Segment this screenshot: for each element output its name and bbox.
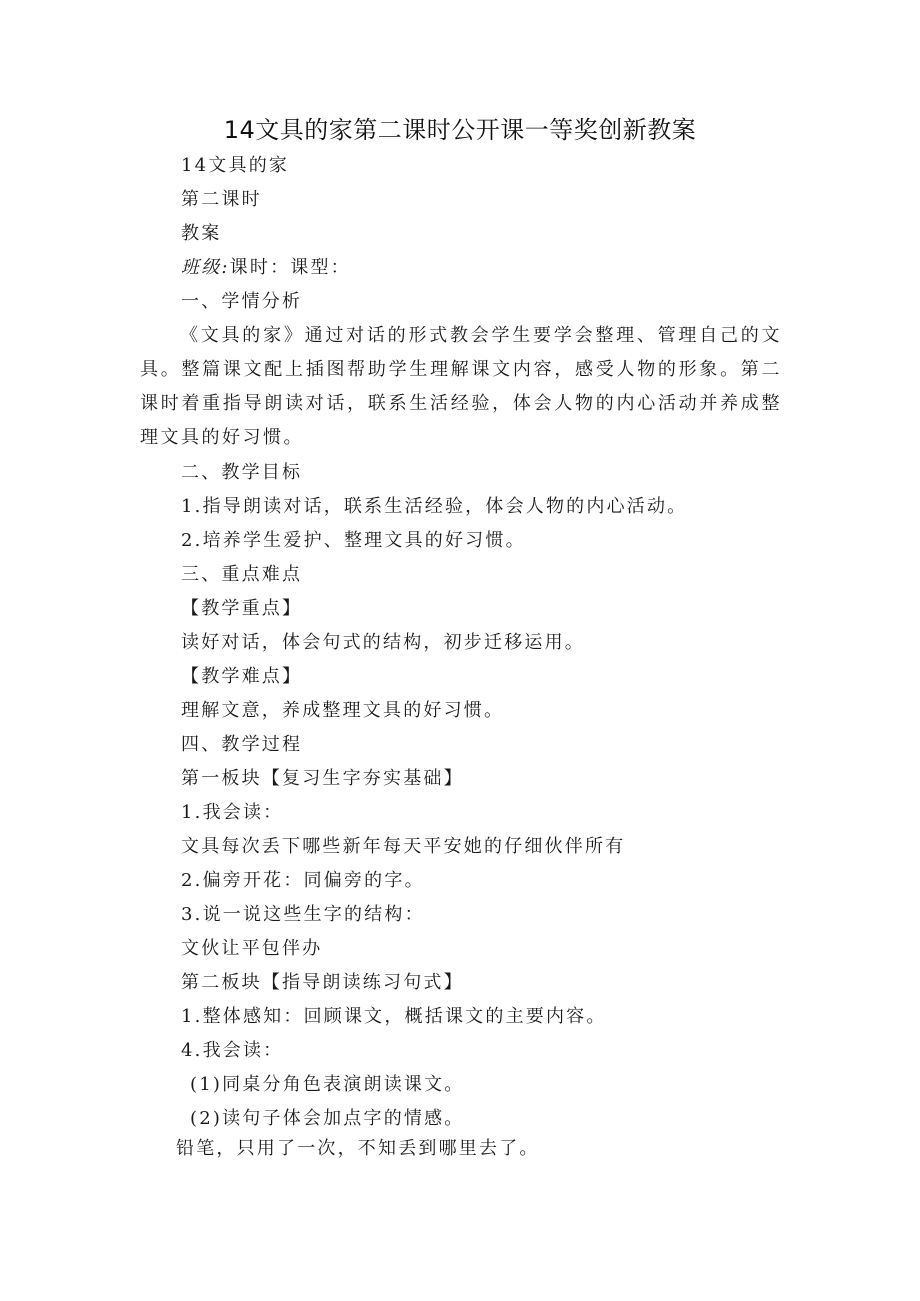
class-label: 班级: [181,257,230,278]
period-type-label: 课时：课型： [229,257,351,278]
block-2-subitem-1: (1)同桌分角色表演朗读课文。 [190,1074,465,1095]
goal-item-2: 2.培养学生爱护、整理文具的好习惯。 [181,530,526,551]
block-2-subitem-2: (2)读句子体会加点字的情感。 [190,1108,465,1129]
block-1-item-2: 2.偏旁开花：同偏旁的字。 [181,870,425,891]
document-title: 14文具的家第二课时公开课一等奖创新教案 [223,116,697,144]
section-heading-4: 四、教学过程 [181,734,303,755]
class-info-line [181,255,351,281]
key-point-text: 读好对话，体会句式的结构，初步迁移运用。 [181,632,585,653]
goal-item-1: 1.指导朗读对话，联系生活经验，体会人物的内心活动。 [181,496,688,517]
key-point-label: 【教学重点】 [181,598,303,619]
block-2-heading: 第二板块【指导朗读练习句式】 [181,972,464,993]
section-heading-2: 二、教学目标 [181,462,303,483]
character-list-1: 文具每次丢下哪些新年每天平安她的仔细伙伴所有 [181,836,626,857]
character-list-2: 文伙让平包伴办 [181,938,323,959]
lesson-period: 第二课时 [181,189,262,210]
lesson-name: 14文具的家 [181,155,290,176]
example-sentence: 铅笔，只用了一次，不知丢到哪里去了。 [176,1138,540,1159]
section-heading-3: 三、重点难点 [181,564,303,585]
section-heading-1: 一、学情分析 [181,291,303,312]
lesson-plan-label: 教案 [181,223,222,244]
block-1-item-1: 1.我会读： [181,802,284,823]
block-1-item-3: 3.说一说这些生字的结构： [181,904,425,925]
difficulty-label: 【教学难点】 [181,666,303,687]
block-1-heading: 第一板块【复习生字夯实基础】 [181,768,464,789]
block-2-item-2: 4.我会读： [181,1040,284,1061]
block-2-item-1: 1.整体感知：回顾课文，概括课文的主要内容。 [181,1006,607,1027]
analysis-paragraph: 《文具的家》通过对话的形式教会学生要学会整理、管理自己的文具。整篇课文配上插图帮助学生理解课文内容，感受人物的形象。第二课时着重指导朗读对话，联系生活经验，体会人物的内心活动并养成整理文具的好习惯。 [140,325,782,448]
difficulty-text: 理解文意，养成整理文具的好习惯。 [181,700,505,721]
